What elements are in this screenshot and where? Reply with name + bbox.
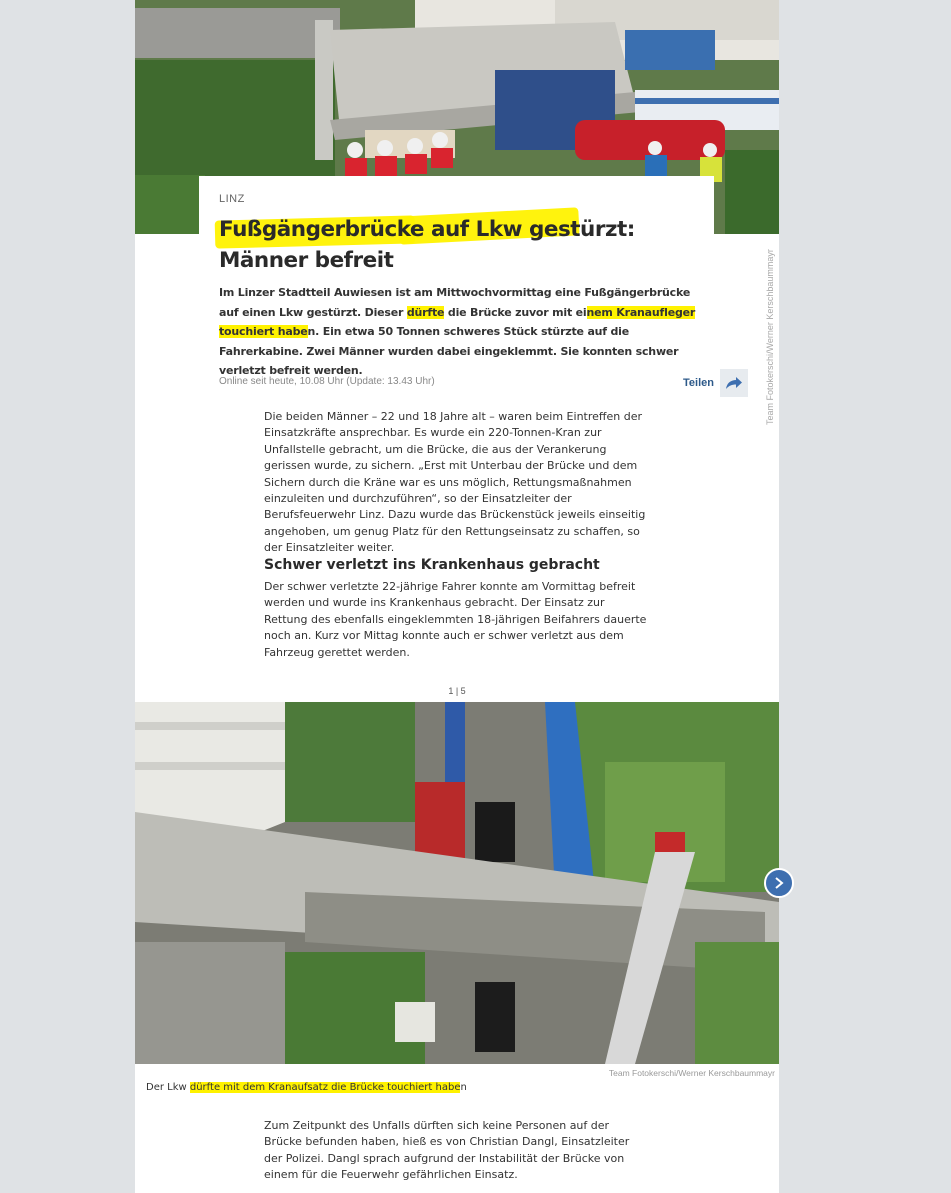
article-headline: Fußgängerbrücke auf Lkw gestürzt: Männer befreit <box>219 217 635 273</box>
caption-text: n <box>460 1082 467 1093</box>
article-page <box>135 0 779 1193</box>
hero-photo-credit: Team Fotokerschi/Werner Kerschbaummayr <box>765 249 775 425</box>
caption-text: Der Lkw <box>146 1082 190 1093</box>
article-lead <box>219 283 699 381</box>
lead-highlight: dürfte <box>406 305 445 319</box>
lead-highlight: nem Kranaufleger touchiert habe <box>219 305 696 338</box>
article-header-card <box>199 176 714 386</box>
caption-highlight: dürfte mit dem Kranaufsatz die Brücke touchiert habe <box>189 1082 461 1093</box>
gallery-image[interactable] <box>135 702 779 1064</box>
share-arrow-icon <box>720 369 748 397</box>
article-subheading: Schwer verletzt ins Krankenhaus gebracht <box>264 557 600 573</box>
article-paragraph: Der schwer verletzte 22-jährige Fahrer konnte am Vormittag befreit werden und wurde ins Krankenhaus gebracht. Der Einsatz zur Rettung des ebenfalls eingeklemmten 18-jährigen Beifahrers dauerte noch an. Kurz vor Mittag konnte auch er schwer verletzt aus dem Fahrzeug gerettet werden. <box>264 580 647 659</box>
lead-text: die Brücke zuvor mit ei <box>444 305 587 319</box>
article-paragraph: Die beiden Männer – 22 und 18 Jahre alt – waren beim Eintreffen der Einsatzkräfte ansprechbar. Es wurde ein 220-Tonnen-Kran zur Unfallstelle gebracht, um die Brücke, die aus der Verankerung gerissen wurde, zu sichern. „Erst mit Unterbau der Brücke und dem Sichern durch die Kräne war es uns möglich, Rettungsmaßnahmen einzuleiten und durchzuführen“, so der Einsatzleiter der Berufsfeuerwehr Linz. Dazu wurde das Brückenstück jeweils einseitig angehoben, um genug Platz für den Rettungseinsatz zu schaffen, so der Einsatzleiter weiter. <box>264 410 646 555</box>
share-button[interactable] <box>683 369 748 397</box>
gallery-photo-credit: Team Fotokerschi/Werner Kerschbaummayr <box>608 1068 775 1078</box>
chevron-right-icon <box>774 874 784 893</box>
article-timestamp: Online seit heute, 10.08 Uhr (Update: 13.43 Uhr) <box>219 376 435 387</box>
gallery-photo-illustration <box>135 702 779 1064</box>
share-label: Teilen <box>683 377 714 389</box>
article-kicker: LINZ <box>219 193 245 205</box>
gallery-counter: 1 | 5 <box>448 686 466 696</box>
article-paragraph: Zum Zeitpunkt des Unfalls dürften sich keine Personen auf der Brücke befunden haben, hieß es von Christian Dangl, Einsatzleiter der Polizei. Dangl sprach aufgrund der Instabilität der Brücke von einem für die Feuerwehr gefährlichen Einsatz. <box>264 1119 630 1182</box>
lead-text: n. Ein etwa 50 Tonnen schweres Stück stürzte auf die Fahrerkabine. Zwei Männer wurden dabei eingeklemmt. Sie konnten schwer verletzt befreit werden. <box>219 325 679 377</box>
gallery-caption <box>146 1082 467 1093</box>
gallery-next-button[interactable] <box>764 868 794 898</box>
lead-text: Im Linzer Stadtteil Auwiesen ist am Mittwochvormittag eine Fußgängerbrücke auf einen Lkw gestürzt. Dieser <box>219 286 691 319</box>
